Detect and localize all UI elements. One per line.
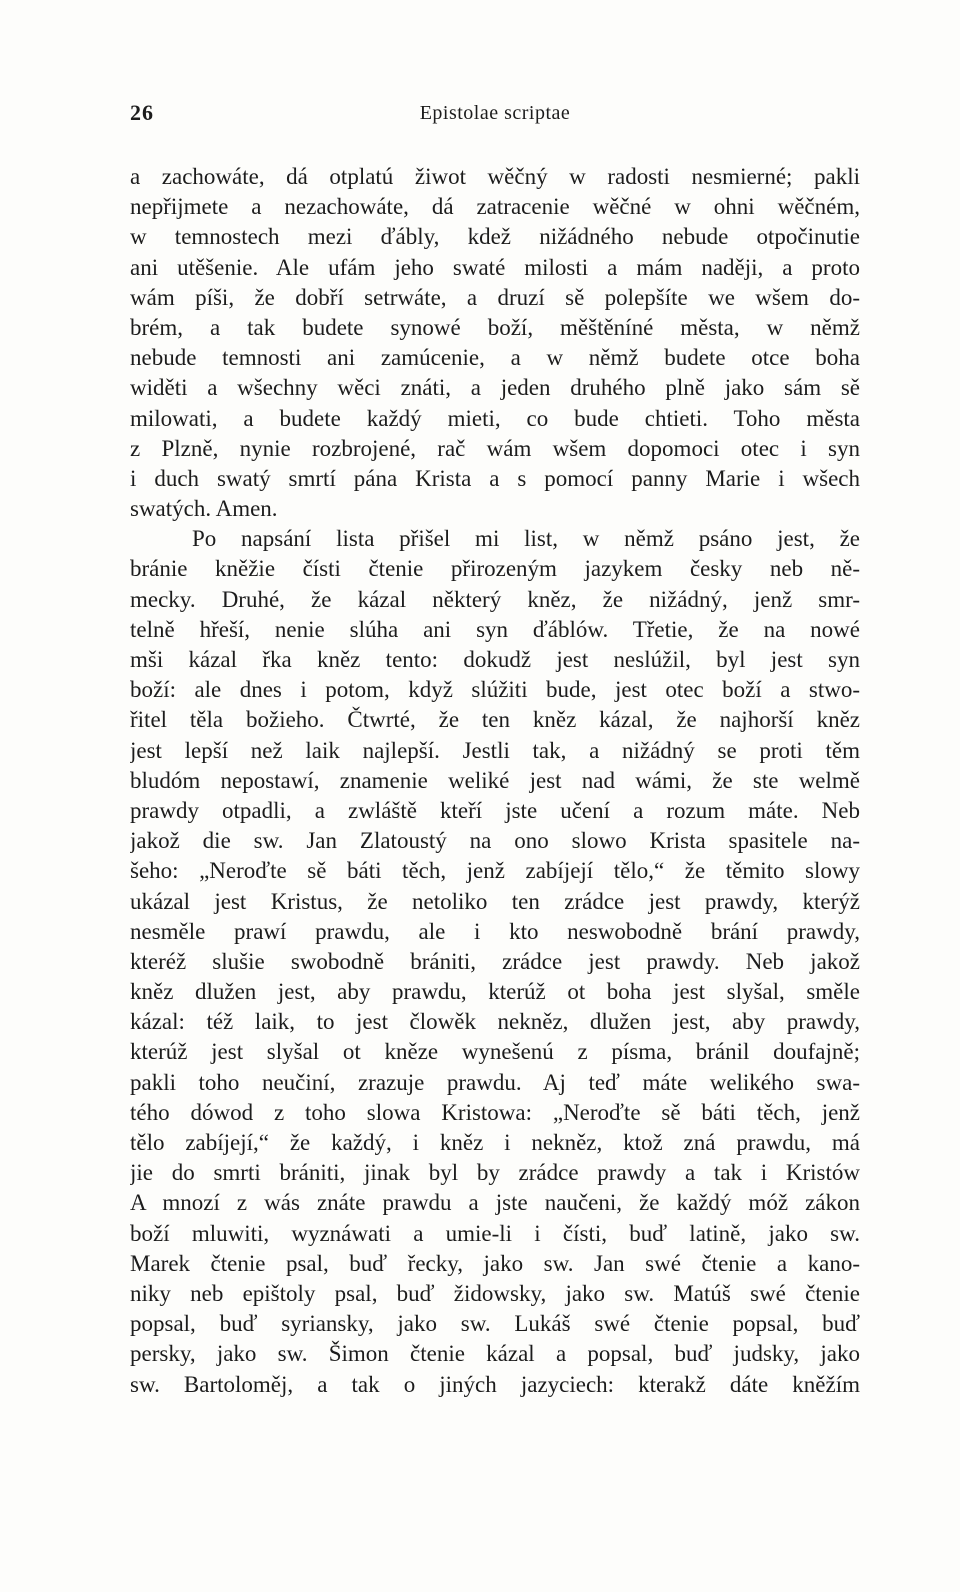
running-title: Epistolae scriptae bbox=[419, 102, 571, 124]
text-line: bránie kněžie čísti čtenie přirozeným jazykem česky neb ně- bbox=[130, 556, 860, 582]
text-line: mecky. Druhé, že kázal některý kněz, že nižádný, jenž smr- bbox=[130, 586, 860, 612]
text-line: A mnozí z wás znáte prawdu a jste naučeni, že každý móž zákon bbox=[130, 1190, 860, 1216]
text-line: jest lepší než laik najlepší. Jestli tak, a nižádný se proti těm bbox=[130, 737, 860, 763]
body-text bbox=[130, 162, 860, 1400]
text-line: jakož die sw. Jan Zlatoustý na ono slowo Krista spasitele na- bbox=[130, 828, 860, 854]
text-line: w temnostech mezi ďábly, kdež nižádného nebude otpočinutie bbox=[130, 224, 860, 250]
text-line: tého dówod z toho slowa Kristowa: „Neroďte sě báti těch, jenž bbox=[130, 1099, 860, 1125]
text-line: nesměle prawí prawdu, ale i kto neswobodně brání prawdy, bbox=[130, 918, 860, 944]
text-line: jie do smrti brániti, jinak byl by zrádce prawdy a tak i Kristów bbox=[130, 1160, 860, 1186]
text-line: boží mluwiti, wyznáwati a umie-li i čísti, buď latině, jako sw. bbox=[130, 1220, 860, 1246]
text-line: pakli toho neučiní, zrazuje prawdu. Aj teď máte welikého swa- bbox=[130, 1069, 860, 1095]
text-line: prawdy otpadli, a zwláště kteří jste učení a rozum máte. Neb bbox=[130, 797, 860, 823]
text-line: widěti a wšechny wěci znáti, a jeden druhého plně jako sám sě bbox=[130, 375, 860, 401]
text-line: a zachowáte, dá otplatú žiwot wěčný w radosti nesmierné; pakli bbox=[130, 164, 860, 189]
text-line: mši kázal řka kněz tento: dokudž jest neslúžil, byl jest syn bbox=[130, 647, 860, 672]
text-line: nebude temnosti ani zamúcenie, a w němž budete otce boha bbox=[130, 345, 860, 371]
text-line: milowati, a budete každý mieti, co bude chtieti. Toho města bbox=[130, 405, 860, 431]
text-line: boží: ale dnes i potom, když slúžiti bude, jest otec boží a stwo- bbox=[130, 677, 860, 703]
text-line: tělo zabíjejí,“ že každý, i kněz i nekněz, ktož zná prawdu, má bbox=[130, 1130, 860, 1155]
page-number: 26 bbox=[130, 100, 154, 125]
text-line: wám píši, že dobří setrwáte, a druzí sě polepšíte we wšem do- bbox=[130, 284, 860, 310]
text-line: swatých. Amen. bbox=[130, 496, 278, 522]
text-line: kteréž slušie swobodně brániti, zrádce jest prawdy. Neb jakož bbox=[130, 948, 860, 974]
text-line: řitel těla božieho. Čtwrté, že ten kněz kázal, že najhorší kněz bbox=[130, 707, 860, 733]
text-line: niky neb epištoly psal, buď židowsky, jako sw. Matúš swé čtenie bbox=[130, 1280, 860, 1306]
text-line: persky, jako sw. Šimon čtenie kázal a popsal, buď judsky, jako bbox=[130, 1341, 860, 1367]
text-line: telně hřeší, nenie slúha ani syn ďáblów. Třetie, že na nowé bbox=[130, 616, 860, 642]
text-line: nepřijmete a nezachowáte, dá zatracenie wěčné w ohni wěčném, bbox=[130, 194, 860, 220]
text-line: Po napsání lista přišel mi list, w němž psáno jest, že bbox=[192, 526, 860, 552]
text-line: z Plzně, nynie rozbrojené, rač wám wšem dopomoci otec i syn bbox=[130, 435, 860, 461]
text-line: ukázal jest Kristus, že netoliko ten zrádce jest prawdy, kterýž bbox=[130, 888, 860, 914]
text-line: kněz dlužen jest, aby prawdu, kterúž ot boha jest slyšal, směle bbox=[130, 979, 860, 1005]
text-line: bludóm nepostawí, znamenie weliké jest nad wámi, že ste welmě bbox=[130, 767, 860, 793]
text-line: popsal, buď syriansky, jako sw. Lukáš swé čtenie popsal, buď bbox=[130, 1311, 860, 1337]
text-line: brém, a tak budete synowé boží, měštěníné města, w němž bbox=[130, 314, 860, 340]
text-line: i duch swatý smrtí pána Krista a s pomocí panny Marie i wšech bbox=[130, 465, 860, 491]
text-line: kázal: též laik, to jest člowěk nekněz, dlužen jest, aby prawdy, bbox=[130, 1009, 860, 1035]
text-line: Marek čtenie psal, buď řecky, jako sw. Jan swé čtenie a kano- bbox=[130, 1250, 860, 1276]
text-line: sw. Bartoloměj, a tak o jiných jazyciech: kterakž dáte kněžím bbox=[130, 1371, 860, 1397]
text-line: ani utěšenie. Ale ufám jeho swaté milosti a mám naději, a proto bbox=[130, 254, 860, 280]
text-line: šeho: „Neroďte sě báti těch, jenž zabíjejí tělo,“ že těmito slowy bbox=[130, 858, 860, 884]
running-head bbox=[130, 100, 860, 130]
text-line: kterúž jest slyšal ot kněze wynešenú z písma, bránil doufajně; bbox=[130, 1039, 860, 1065]
